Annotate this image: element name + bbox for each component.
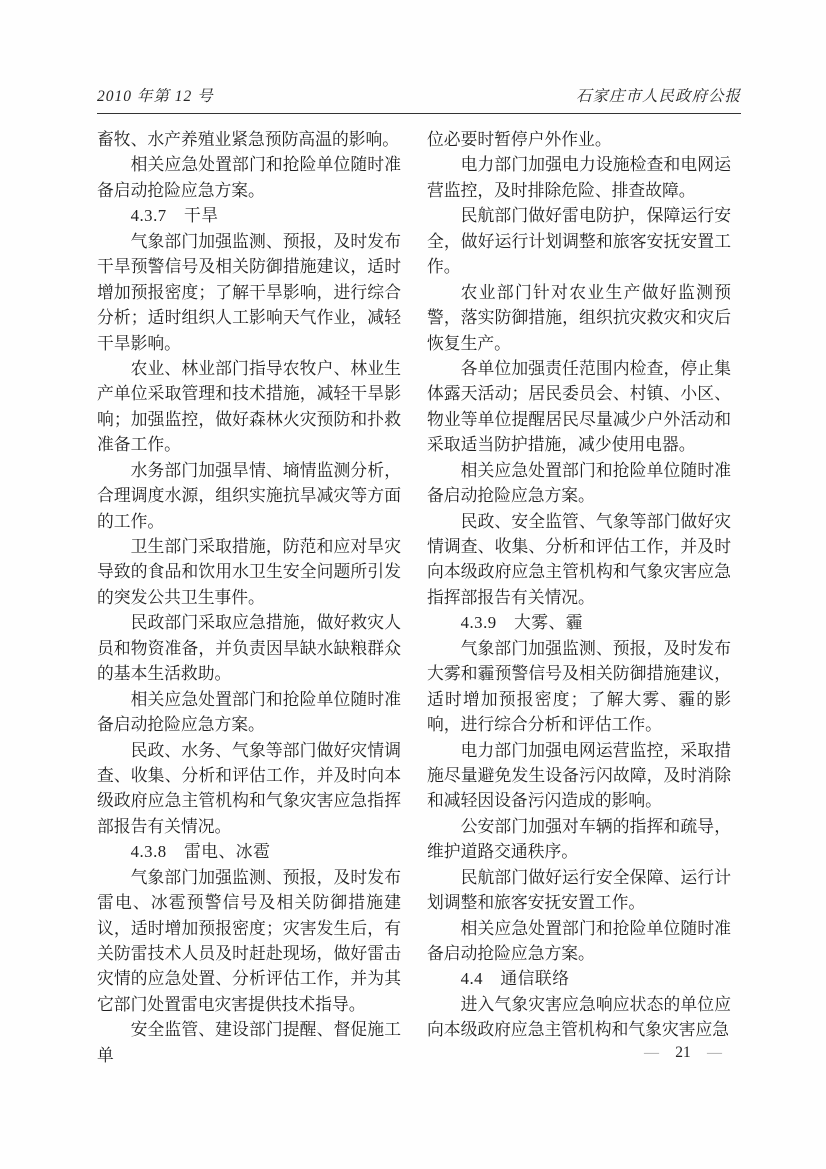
body-paragraph: 各单位加强责任范围内检查，停止集体露天活动；居民委员会、村镇、小区、物业等单位提醒居民尽量减少户外活动和采取适当防护措施，减少使用电器。 bbox=[427, 358, 731, 455]
body-paragraph: 农业、林业部门指导农牧户、林业生产单位采取管理和技术措施，减轻干旱影响；加强监控，做好森林火灾预防和扑救准备工作。 bbox=[97, 358, 401, 455]
page-footer bbox=[644, 1044, 722, 1062]
body-paragraph: 公安部门加强对车辆的指挥和疏导，维护道路交通秩序。 bbox=[427, 816, 731, 862]
header-issue-number: 2010 年第 12 号 bbox=[97, 88, 214, 105]
left-text-column bbox=[97, 127, 401, 1068]
footer-dash-left: — bbox=[644, 1044, 659, 1061]
body-paragraph: 安全监管、建设部门提醒、督促施工单 bbox=[97, 1020, 401, 1065]
body-paragraph: 相关应急处置部门和抢险单位随时准备启动抢险应急方案。 bbox=[97, 689, 401, 735]
footer-dash-right: — bbox=[707, 1044, 722, 1061]
section-heading: 4.3.7 干旱 bbox=[130, 206, 219, 226]
body-paragraph: 民航部门做好运行安全保障、运行计划调整和旅客安抚安置工作。 bbox=[427, 867, 731, 913]
body-paragraph: 相关应急处置部门和抢险单位随时准备启动抢险应急方案。 bbox=[427, 918, 731, 963]
section-heading: 4.4 通信联络 bbox=[460, 969, 570, 989]
body-paragraph: 进入气象灾害应急响应状态的单位应向本级政府应急主管机构和气象灾害应急 bbox=[427, 994, 731, 1040]
body-paragraph: 水务部门加强旱情、墒情监测分析，合理调度水源，组织实施抗旱减灾等方面的工作。 bbox=[97, 460, 401, 531]
body-paragraph: 卫生部门采取措施，防范和应对旱灾导致的食品和饮用水卫生安全问题所引发的突发公共卫生事件。 bbox=[97, 537, 401, 607]
right-text-column bbox=[427, 127, 731, 1043]
body-paragraph: 气象部门加强监测、预报，及时发布大雾和霾预警信号及相关防御措施建议，适时增加预报密度；了解大雾、霾的影响，进行综合分析和评估工作。 bbox=[427, 638, 731, 735]
body-paragraph: 电力部门加强电力设施检查和电网运营监控，及时排除危险、排查故障。 bbox=[427, 155, 731, 200]
body-paragraph: 相关应急处置部门和抢险单位随时准备启动抢险应急方案。 bbox=[427, 460, 731, 506]
section-heading: 4.3.9 大雾、霾 bbox=[460, 613, 584, 633]
body-paragraph: 农业部门针对农业生产做好监测预警，落实防御措施，组织抗灾救灾和灾后恢复生产。 bbox=[427, 282, 731, 353]
body-paragraph: 气象部门加强监测、预报，及时发布干旱预警信号及相关防御措施建议，适时增加预报密度；了解干旱影响，进行综合分析；适时组织人工影响天气作业，减轻干旱影响。 bbox=[97, 231, 401, 353]
body-paragraph: 畜牧、水产养殖业紧急预防高温的影响。 bbox=[97, 130, 400, 149]
body-paragraph: 民政、安全监管、气象等部门做好灾情调查、收集、分析和评估工作，并及时向本级政府应急主管机构和气象灾害应急指挥部报告有关情况。 bbox=[427, 511, 731, 607]
body-paragraph: 电力部门加强电网运营监控，采取措施尽量避免发生设备污闪故障，及时消除和减轻因设备污闪造成的影响。 bbox=[427, 740, 731, 811]
section-heading: 4.3.8 雷电、冰雹 bbox=[130, 842, 271, 862]
page-number: 21 bbox=[675, 1044, 691, 1061]
body-paragraph: 位必要时暂停户外作业。 bbox=[427, 130, 612, 149]
body-paragraph: 气象部门加强监测、预报，及时发布雷电、冰雹预警信号及相关防御措施建议，适时增加预报密度；灾害发生后，有关防雷技术人员及时赶赴现场，做好雷击灾情的应急处置、分析评估工作，并为其它部门处置雷电灾害提供技术指导。 bbox=[97, 867, 401, 1014]
body-paragraph: 民政部门采取应急措施，做好救灾人员和物资准备，并负责因旱缺水缺粮群众的基本生活救助。 bbox=[97, 613, 401, 684]
body-paragraph: 相关应急处置部门和抢险单位随时准备启动抢险应急方案。 bbox=[97, 155, 401, 200]
body-paragraph: 民航部门做好雷电防护，保障运行安全，做好运行计划调整和旅客安抚安置工作。 bbox=[427, 206, 731, 277]
body-paragraph: 民政、水务、气象等部门做好灾情调查、收集、分析和评估工作，并及时向本级政府应急主管机构和气象灾害应急指挥部报告有关情况。 bbox=[97, 740, 401, 836]
running-header bbox=[97, 84, 741, 114]
header-publication-title: 石家庄市人民政府公报 bbox=[575, 88, 741, 105]
